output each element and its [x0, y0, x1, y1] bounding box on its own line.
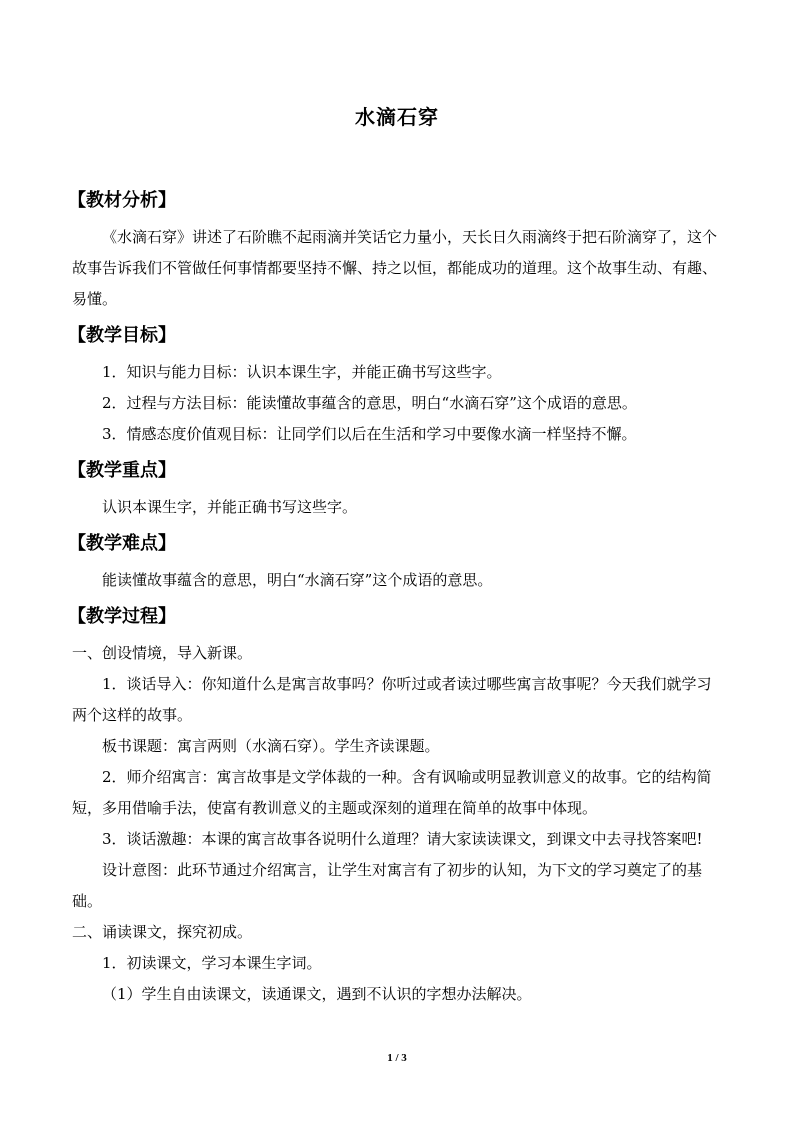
page-number: 1 / 3 — [387, 1052, 407, 1064]
process-part-2-title: 二、诵读课文，探究初成。 — [72, 923, 253, 941]
process-paragraph-3: 2．师介绍寓言：寓言故事是文学体裁的一种。含有讽喻或明显教训意义的故事。它的结构简短，多用借喻手法，使富有教训意义的主题或深刻的道理在简单的故事中体现。 — [72, 768, 712, 817]
section-heading-goals: 【教学目标】 — [68, 325, 176, 346]
process-paragraph-6: 1．初读课文，学习本课生字词。 — [102, 954, 322, 972]
difficulties-paragraph: 能读懂故事蕴含的意思，明白“水滴石穿”这个成语的意思。 — [102, 571, 493, 589]
section-heading-process: 【教学过程】 — [68, 606, 176, 627]
section-heading-difficulties: 【教学难点】 — [68, 533, 176, 554]
section-heading-analysis: 【教材分析】 — [68, 190, 176, 211]
process-paragraph-4: 3．谈话激趣：本课的寓言故事各说明什么道理？请大家读读课文，到课文中去寻找答案吧! — [102, 830, 703, 848]
analysis-paragraph: 《水滴石穿》讲述了石阶瞧不起雨滴并笑话它力量小，天长日久雨滴终于把石阶滴穿了，这个故事告诉我们不管做任何事情都要坚持不懈、持之以恒，都能成功的道理。这个故事生动、有趣、易懂。 — [72, 228, 718, 308]
process-paragraph-2: 板书课题：寓言两则（水滴石穿）。学生齐读课题。 — [102, 737, 440, 755]
process-part-1-title: 一、创设情境，导入新课。 — [72, 644, 253, 662]
key-points-paragraph: 认识本课生字，并能正确书写这些字。 — [102, 498, 358, 516]
goal-item-2: 2．过程与方法目标：能读懂故事蕴含的意思，明白“水滴石穿”这个成语的意思。 — [102, 394, 637, 412]
process-paragraph-1: 1．谈话导入：你知道什么是寓言故事吗？你听过或者读过哪些寓言故事呢？今天我们就学习两个这样的故事。 — [72, 675, 712, 724]
process-paragraph-5: 设计意图：此环节通过介绍寓言，让学生对寓言有了初步的认知，为下文的学习奠定了的基础。 — [72, 861, 703, 910]
page-title: 水滴石穿 — [355, 105, 439, 129]
goal-item-1: 1．知识与能力目标：认识本课生字，并能正确书写这些字。 — [102, 363, 502, 381]
document-body — [68, 186, 722, 1010]
goal-item-3: 3．情感态度价值观目标：让同学们以后在生活和学习中要像水滴一样坚持不懈。 — [102, 425, 637, 443]
process-paragraph-7: （1）学生自由读课文，读通课文，遇到不认识的字想办法解决。 — [102, 985, 532, 1003]
section-heading-key-points: 【教学重点】 — [68, 460, 176, 481]
